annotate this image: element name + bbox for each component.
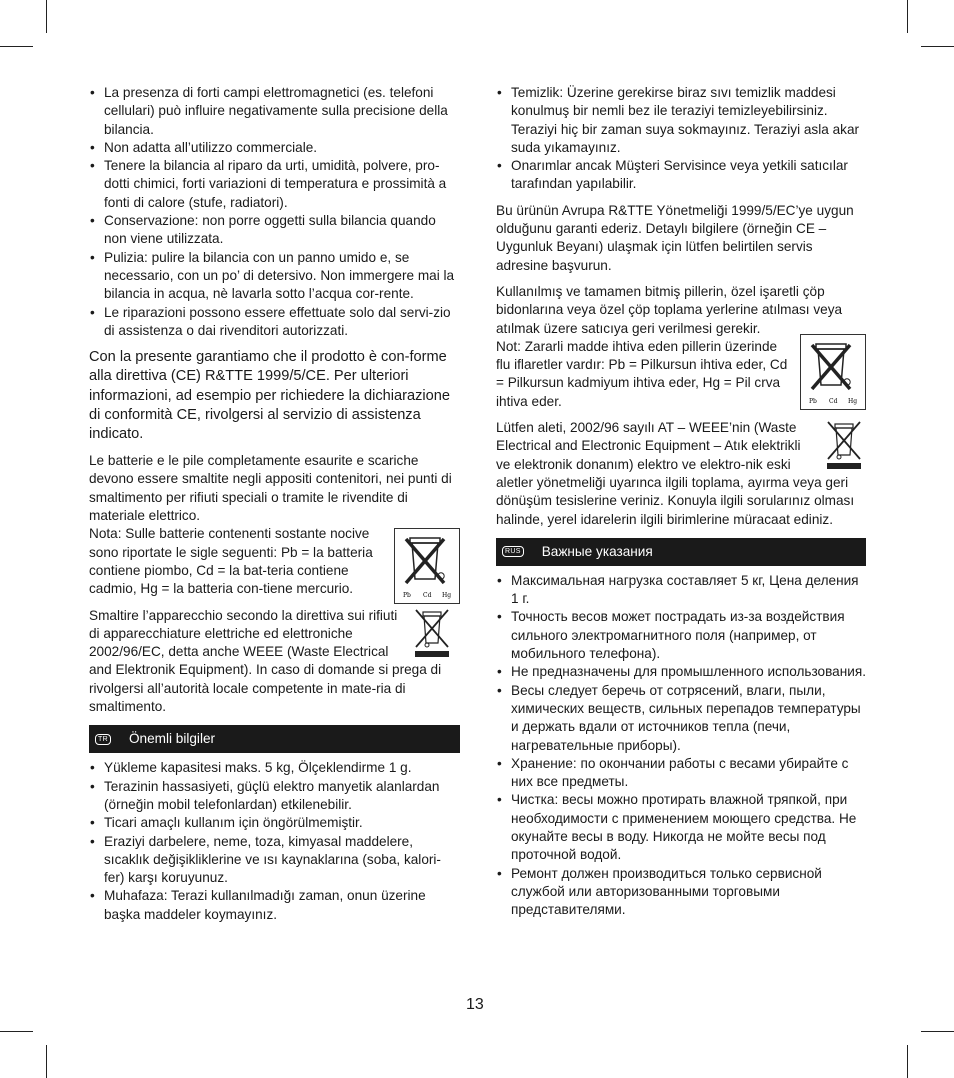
battery-disposal-paragraph: Le batterie e le pile completamente esaurite e scariche devono essere smaltite negli appositi contenitori, nei punti di smaltimento per rifiuti speciali o tramite le rivendite di materiale elettrico. xyxy=(89,453,452,524)
list-item: • Terazinin hassasiyeti, güçlü elektro manyetik alanlardan (örneğin mobil telefonlardan) etkilenebilir. xyxy=(89,778,460,815)
list-item: • Весы следует беречь от сотрясений, влаги, пыли, химических веществ, сильных перепадов температуры и держать вдали от источников тепла (печи, нагревательные приборы). xyxy=(496,682,866,755)
pb-label: Pb xyxy=(809,397,817,405)
section-header-turkish xyxy=(89,725,460,753)
weee-bin-icon xyxy=(412,607,452,659)
language-badge-rus: RUS xyxy=(502,546,524,557)
battery-bin-icon xyxy=(800,334,866,410)
list-item: • Le riparazioni possono essere effettuate solo dal servi-zio di assistenza o dai rivenditori autorizzati. xyxy=(89,304,460,341)
hg-label: Hg xyxy=(848,397,858,405)
section-title: Важные указания xyxy=(541,543,653,559)
list-item: • Onarımlar ancak Müşteri Servisince veya yetkili satıcılar tarafından yapılabilir. xyxy=(496,157,866,194)
pb-label: Pb xyxy=(403,592,411,600)
crop-mark-top-right-v xyxy=(907,0,908,33)
hg-label: Hg xyxy=(442,592,452,600)
list-item: • Не предназначены для промышленного использования. xyxy=(496,663,866,681)
weee-block xyxy=(496,419,866,529)
list-item: • Ticari amaçlı kullanım için öngörülmemiştir. xyxy=(89,814,460,832)
weee-paragraph: Lütfen aleti, 2002/96 sayılı AT – WEEE’nin (Waste Electrical and Electronic Equipment – Atık elektrikli ve elektronik donanım) elektro ve elektro-nik eski aletler yönetmeliği uyarınca ilgili toplama, ayırma veya geri dönüşüm tesislerine veriniz. Konuyla ilgili sorularınız olması halinde, yerel idarelerin ilgili birimlerine müracaat ediniz. xyxy=(496,420,855,527)
battery-disposal-paragraph: Kullanılmış ve tamamen bitmiş pillerin, özel işaretli çöp bidonlarına veya özel çöp toplama yerlerine atılması veya atılmak üzere satıcıya geri verilmesi gerekir. xyxy=(496,283,843,336)
list-item: • La presenza di forti campi elettromagnetici (es. telefoni cellulari) può influire negativamente sulla precisione della bilancia. xyxy=(89,84,460,139)
list-item: • Yükleme kapasitesi maks. 5 kg, Ölçeklendirme 1 g. xyxy=(89,759,460,777)
weee-bin-icon xyxy=(824,419,864,471)
list-item: • Conservazione: non porre oggetti sulla bilancia quando non viene utilizzata. xyxy=(89,212,460,249)
ce-conformity-paragraph: Bu ürünün Avrupa R&TTE Yönetmeliği 1999/5/EC’ye uygun olduğunu garanti ederiz. Detaylı bilgilere (örneğin CE – Uygunluk Beyanı) ulaşmak için lütfen belirtilen servis adresine başvurun. xyxy=(496,202,854,273)
crop-mark-bottom-right-h xyxy=(921,1031,954,1032)
list-item: • Максимальная нагрузка составляет 5 кг, Цена деления 1 г. xyxy=(496,572,866,609)
list-item: • Точность весов может пострадать из-за воздействия сильного электромагнитного поля (например, от мобильного телефона). xyxy=(496,608,866,663)
right-column xyxy=(496,84,866,919)
cd-label: Cd xyxy=(423,592,432,600)
battery-note-block xyxy=(89,525,460,598)
list-item: • Ремонт должен производиться только сервисной службой или авторизованными торговыми представителями. xyxy=(496,865,866,920)
battery-bin-icon xyxy=(394,528,460,604)
left-column xyxy=(89,84,460,924)
weee-block xyxy=(89,607,460,717)
crop-mark-top-right-h xyxy=(921,46,954,47)
list-item: • Хранение: по окончании работы с весами убирайте с них все предметы. xyxy=(496,755,866,792)
list-item: • Non adatta all’utilizzo commerciale. xyxy=(89,139,460,157)
crop-mark-bottom-left-v xyxy=(46,1045,47,1078)
crop-mark-bottom-right-v xyxy=(907,1045,908,1078)
page-number: 13 xyxy=(466,996,484,1013)
cd-label: Cd xyxy=(829,397,838,405)
crop-mark-top-left-h xyxy=(0,46,33,47)
weee-paragraph: Smaltire l’apparecchio secondo la direttiva sui rifiuti di apparecchiature elettriche ed elettroniche 2002/96/EC, detta anche WEEE (Waste Electrical and Elektronik Equipment). In caso di domande si prega di rivolgersi all’autorità locale competente in mate-ria di smaltimento. xyxy=(89,607,442,715)
list-item: • Tenere la bilancia al riparo da urti, umidità, polvere, pro-dotti chimici, forti variazioni di temperatura e prossimità a fonti di calore (stufe, radiatori). xyxy=(89,157,460,212)
list-item: • Pulizia: pulire la bilancia con un panno umido e, se necessario, con un po’ di detersivo. Non immergere mai la bilancia in acqua, nè lavarla sotto l’acqua cor-rente. xyxy=(89,249,460,304)
russian-notes-list xyxy=(496,572,866,920)
list-item: • Чистка: весы можно протирать влажной тряпкой, при необходимости с применением моющего средства. Не окунайте весы в воду. Никогда не мойте весы под проточной водой. xyxy=(496,791,866,864)
turkish-notes-list xyxy=(89,759,460,924)
battery-note-block xyxy=(496,338,866,411)
battery-note: Nota: Sulle batterie contenenti sostante nocive sono riportate le sigle seguenti: Pb = la batteria contiene piombo, Cd = la bat-teria contiene cadmio, Hg = la batteria con-tiene mercurio. xyxy=(89,526,373,597)
crop-mark-bottom-left-h xyxy=(0,1031,33,1032)
crop-mark-top-left-v xyxy=(46,0,47,33)
section-header-russian xyxy=(496,538,866,566)
italian-notes-list xyxy=(89,84,460,340)
list-item: • Muhafaza: Terazi kullanılmadığı zaman, onun üzerine başka maddeler koymayınız. xyxy=(89,887,460,924)
ce-conformity-paragraph: Con la presente garantiamo che il prodotto è con-forme alla direttiva (CE) R&TTE 1999/5/CE. Per ulteriori informazioni, ad esempio per richiedere la dichiarazione di conformità CE, rivolgersi al servizio di assistenza indicato. xyxy=(89,349,450,442)
language-badge-tr: TR xyxy=(95,734,111,745)
list-item: • Eraziyi darbelere, neme, toza, kimyasal maddelere, sıcaklık değişikliklerine ve ısı kaynaklarına (soba, kalori-fer) karşı koruyunuz. xyxy=(89,833,460,888)
turkish-notes-list-continued xyxy=(496,84,866,194)
section-title: Önemli bilgiler xyxy=(128,731,216,747)
list-item: • Temizlik: Üzerine gerekirse biraz sıvı temizlik maddesi konulmuş bir nemli bez ile teraziyi temizleyebilirsiniz. Teraziyi hiç bir zaman suya sokmayınız. Teraziyi asla akar suda yıkamayınız. xyxy=(496,84,866,157)
battery-note: Not: Zararli madde ihtiva eden pillerin üzerinde flu iflaretler vardır: Pb = Pilkursun ihtiva eder, Cd = Pilkursun kadmiyum ihtiva eder, Hg = Pil crva ihtiva eder. xyxy=(496,338,788,409)
